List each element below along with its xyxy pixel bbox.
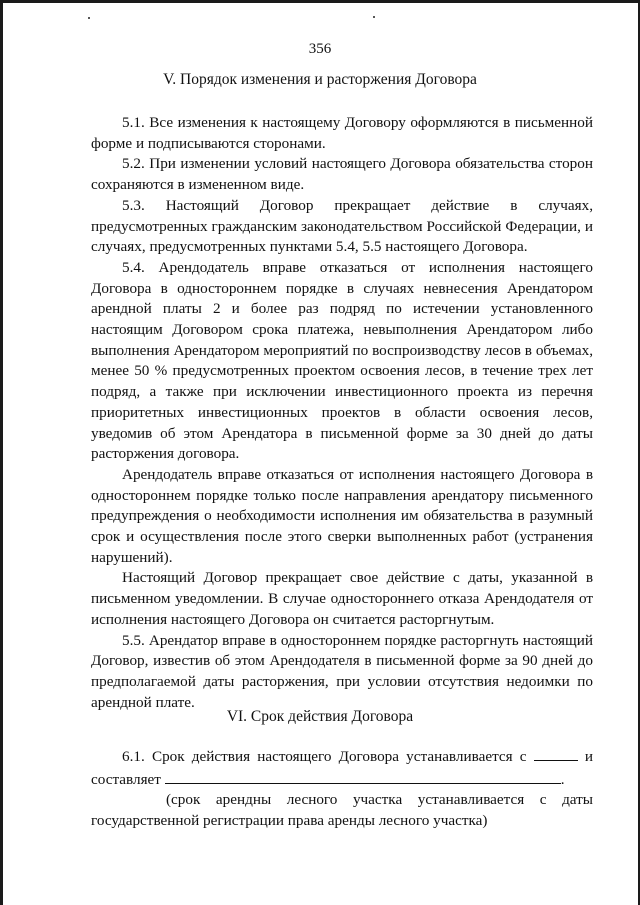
paragraph-5-4-termination: Настоящий Договор прекращает свое действие с даты, указанной в письменном уведомлении. В случае одностороннего отказа Арендодателя от исполнения настоящего Договора он считается расторгнутым. <box>91 569 593 628</box>
paragraph-6-1-constitutes: составляет <box>91 770 161 788</box>
paragraph-5-1: 5.1. Все изменения к настоящему Договору оформляются в письменной форме и подписываются сторонами. <box>91 114 593 152</box>
scan-border-top <box>0 0 640 3</box>
paragraph-5-2: 5.2. При изменении условий настоящего Договора обязательства сторон сохраняются в измененном виде. <box>91 155 593 194</box>
paragraph-5-3: 5.3. Настоящий Договор прекращает действие в случаях, предусмотренных гражданским законодательством Российской Федерации, и случаях, предусмотренных пунктами 5.4, 5.5 настоящего Договора. <box>91 196 593 256</box>
paragraph-5-4: 5.4. Арендодатель вправе отказаться от исполнения настоящего Договора в одностороннем порядке в случаях невнесения Арендатором арендной платы 2 и более раз подряд по истечении установленного настоящим Договором срока платежа, невыполнения Арендатором либо выполнения Арендатором мероприятий по воспроизводству лесов в объемах, менее 50 % предусмотренных проектом освоения лесов, в течение трех лет подряд, а также при исключении инвестиционного проекта из перечня приоритетных инвестиционных проектов в области освоения лесов, уведомив об этом Арендатора в письменной форме за 30 дней до даты расторжения договора. <box>91 258 593 463</box>
paragraph-6-1-end: . <box>560 770 565 788</box>
paragraph-6-1 <box>91 745 593 790</box>
paragraph-6-1-start: 6.1. Срок действия настоящего Договора устанавливается с <box>122 748 527 765</box>
scan-speck <box>88 17 90 19</box>
scan-border-left <box>0 0 3 905</box>
section-5-body <box>91 113 593 713</box>
section-5-title: V. Порядок изменения и расторжения Договора <box>163 71 477 88</box>
term-duration-blank <box>165 768 561 784</box>
paragraph-6-1-note: (срок арендны лесного участка устанавливается с даты государственной регистрации права аренды лесного участка) <box>91 791 593 830</box>
section-6-body <box>91 745 593 832</box>
paragraph-5-5: 5.5. Арендатор вправе в одностороннем порядке расторгнуть настоящий Договор, известив об этом Арендодателя в письменной форме за 90 дней до предполагаемой даты расторжения, при условии отсутствия недоимки по арендной плате. <box>91 631 593 711</box>
paragraph-5-4-warning: Арендодатель вправе отказаться от исполнения настоящего Договора в одностороннем порядке только после направления арендатору письменного предупреждения о необходимости исполнения им обязательства в разумный срок и осуществления после этого сверки выполненных работ (устранения нарушений). <box>91 465 593 566</box>
paragraph-6-1-and: и <box>584 748 594 765</box>
start-date-blank <box>534 745 578 761</box>
page-number: 356 <box>308 41 332 57</box>
scan-speck <box>373 16 375 18</box>
section-6-title: VI. Срок действия Договора <box>226 708 414 725</box>
